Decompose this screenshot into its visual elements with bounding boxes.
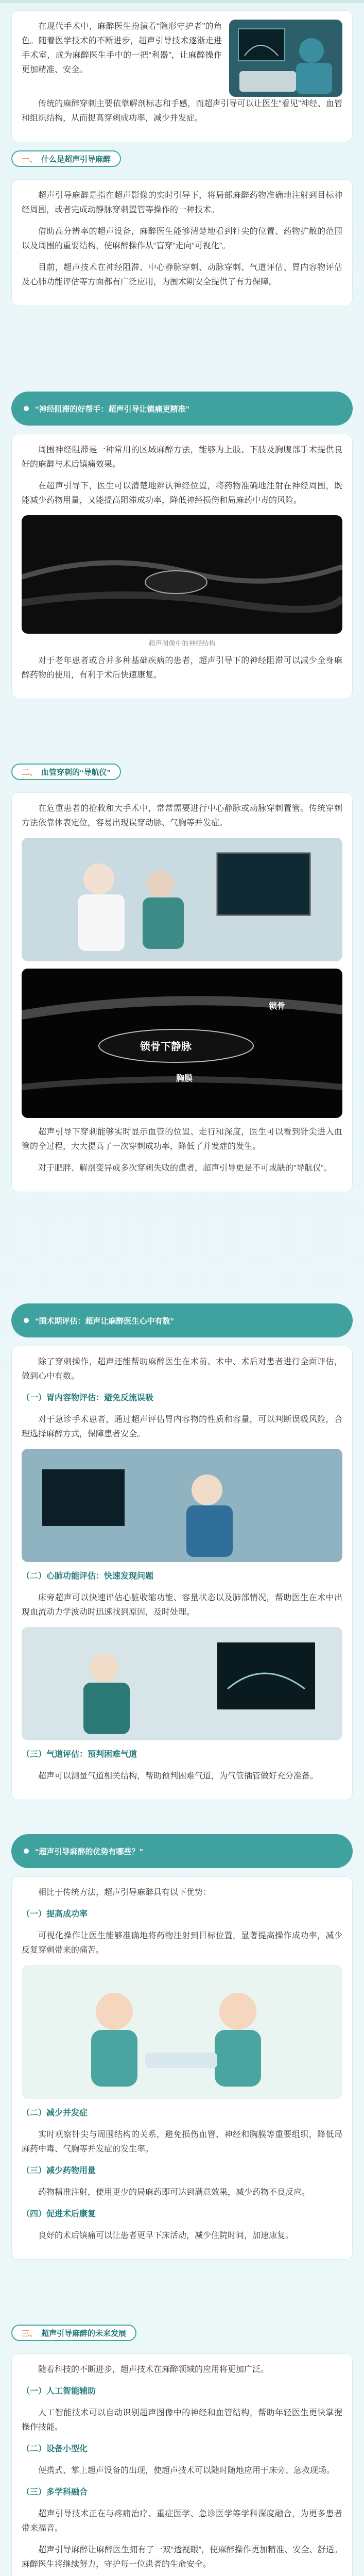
section-5-paragraph-2: 实时观察针尖与周围结构的关系，避免损伤血管、神经和胸膜等重要组织，降低局麻药中毒、气胸等并发症的发生率。	[22, 2130, 342, 2154]
label-clavicle: 锁骨	[269, 1002, 286, 1011]
section-3-tag	[11, 764, 121, 780]
section-1	[0, 144, 364, 306]
section-5-heading-2: （二）减少并发症	[22, 2109, 88, 2117]
intro-card-body	[11, 10, 353, 142]
section-1-card	[11, 179, 353, 306]
ultrasound-image-2	[22, 969, 342, 1118]
section-6-paragraph-2: 便携式、掌上超声设备的出现，使超声技术可以随时随地应用于床旁、急救现场。	[38, 2466, 335, 2475]
section-1-title: 什么是超声引导麻醉	[41, 155, 111, 164]
section-1-tag	[11, 150, 121, 167]
assessment-photo-1	[22, 1449, 342, 1562]
section-5-paragraph-3: 药物精准注射，使用更少的局麻药即可达到满意效果，减少药物不良反应。	[38, 2188, 310, 2197]
section-3-paragraph-2: 超声引导下穿刺能够实时显示血管的位置、走行和深度，医生可以看到针尖进入血管的全过程，大大提高了一次穿刺成功率，降低了并发症的发生。	[22, 1128, 342, 1151]
section-2	[0, 392, 364, 699]
banner-dot-icon	[24, 1849, 29, 1854]
section-6-title: 超声引导麻醉的未来发展	[41, 2329, 127, 2338]
procedure-photo	[22, 838, 342, 961]
section-6-heading-2: （二）设备小型化	[22, 2445, 88, 2453]
section-6-tag	[11, 2325, 136, 2341]
section-5	[0, 1834, 364, 2260]
section-2-card	[11, 434, 353, 699]
section-4-card	[11, 1346, 353, 1800]
label-subclavian-vein: 锁骨下静脉	[140, 1041, 192, 1053]
label-pleura: 胸膜	[176, 1074, 193, 1083]
section-3-card	[11, 792, 353, 1192]
banner-dot-icon	[24, 1318, 29, 1323]
section-6-card	[11, 2353, 353, 2576]
section-4-banner	[11, 1303, 353, 1337]
section-4	[0, 1303, 364, 1800]
section-2-paragraph-1: 周围神经阻滞是一种常用的区域麻醉方法，能够为上肢、下肢及胸腹部手术提供良好的麻醉与术后镇痛效果。	[22, 446, 342, 469]
section-5-banner	[11, 1834, 353, 1868]
ultrasound-caption: 超声图像中的神经结构	[148, 639, 216, 647]
section-4-heading-1: （一）胃内容物评估：避免反流误吸	[22, 1394, 154, 1402]
section-6-heading-3: （三）多学科融合	[22, 2488, 88, 2497]
section-6-heading-1: （一）人工智能辅助	[22, 2387, 96, 2396]
section-2-banner-text: “神经阻滞的好帮手：超声引导让镇痛更精准”	[35, 404, 190, 414]
section-5-paragraph-4: 良好的术后镇痛可以让患者更早下床活动，减少住院时间，加速康复。	[38, 2231, 294, 2240]
illustration-surgery	[22, 1965, 342, 2099]
assessment-photo-2	[22, 1627, 342, 1740]
section-4-heading-2: （二）心肺功能评估：快速发现问题	[22, 1572, 154, 1581]
section-1-number: 一、	[22, 155, 38, 164]
section-5-lead: 相比于传统方法，超声引导麻醉具有以下优势：	[38, 1888, 212, 1897]
section-4-paragraph-1: 对于急诊手术患者，通过超声评估胃内容物的性质和容量，可以判断误吸风险，合理选择麻醉方式，保障患者安全。	[22, 1415, 342, 1438]
section-5-paragraph-1: 可视化操作让医生能够准确地将药物注射到目标位置，显著提高操作成功率，减少反复穿刺带来的痛苦。	[22, 1931, 342, 1955]
section-6-lead: 随着科技的不断进步，超声技术在麻醉领域的应用将更加广泛。	[38, 2365, 269, 2374]
section-3-title: 血管穿刺的“导航仪”	[41, 768, 111, 777]
section-4-banner-text: “围术期评估：超声让麻醉医生心中有数”	[35, 1316, 175, 1326]
section-1-paragraph-1: 超声引导麻醉是指在超声影像的实时引导下，将局部麻醉药物准确地注射到目标神经周围，或者完成动静脉穿刺置管等操作的一种技术。	[22, 191, 342, 214]
section-1-paragraph-3: 目前，超声技术在神经阻滞、中心静脉穿刺、动脉穿刺、气道评估、胃内容物评估及心肺功能评估等方面都有广泛应用，为围术期安全提供了有力保障。	[22, 263, 342, 286]
section-5-heading-1: （一）提高成功率	[22, 1910, 88, 1919]
section-6	[0, 2318, 364, 2576]
section-3	[0, 757, 364, 1192]
section-5-heading-4: （四）促进术后康复	[22, 2210, 96, 2218]
section-4-heading-3: （三）气道评估：预判困难气道	[22, 1750, 137, 1759]
section-5-heading-3: （三）减少药物用量	[22, 2166, 96, 2175]
top-bar	[0, 0, 364, 3]
hero-photo	[229, 20, 342, 97]
intro-card	[11, 10, 353, 142]
section-4-paragraph-2: 床旁超声可以快速评估心脏收缩功能、容量状态以及肺部情况，帮助医生在术中出现血流动力学波动时迅速找到原因，及时处理。	[22, 1594, 342, 1617]
section-5-banner-text: “超声引导麻醉的优势有哪些？”	[35, 1847, 144, 1856]
section-2-banner	[11, 392, 353, 426]
section-5-card	[11, 1876, 353, 2260]
section-4-lead: 除了穿刺操作，超声还能帮助麻醉医生在术前、术中、术后对患者进行全面评估，做到心中有数。	[22, 1358, 342, 1381]
intro-paragraph-2: 传统的麻醉穿刺主要依靠解剖标志和手感，而超声引导可以让医生“看见”神经、血管和组织结构，从而提高穿刺成功率，减少并发症。	[22, 99, 342, 123]
intro-paragraph-1: 在现代手术中，麻醉医生扮演着“隐形守护者”的角色。随着医学技术的不断进步，超声引导技术逐渐走进手术室，成为麻醉医生手中的一把“利器”，让麻醉操作更加精准、安全。	[22, 22, 222, 74]
section-3-number: 二、	[22, 768, 38, 777]
ultrasound-image-1	[22, 515, 342, 634]
banner-dot-icon	[24, 406, 29, 411]
section-6-closing: 超声引导麻醉让麻醉医生拥有了一双“透视眼”，使麻醉操作更加精准、安全、舒适。麻醉医生将继续努力，守护每一位患者的生命安全。	[22, 2546, 342, 2569]
section-4-paragraph-3: 超声可以测量气道相关结构，帮助预判困难气道，为气管插管做好充分准备。	[38, 1772, 319, 1781]
section-6-paragraph-3: 超声引导技术正在与疼痛治疗、重症医学、急诊医学等学科深度融合，为更多患者带来福音。	[22, 2510, 342, 2533]
section-1-head	[11, 144, 353, 172]
section-3-paragraph-3: 对于肥胖、解剖变异或多次穿刺失败的患者，超声引导更是不可或缺的“导航仪”。	[38, 1164, 332, 1173]
section-6-number: 三、	[22, 2329, 38, 2338]
section-1-paragraph-2: 借助高分辨率的超声设备，麻醉医生能够清楚地看到针尖的位置、药物扩散的范围以及周围的重要结构，使麻醉操作从“盲穿”走向“可视化”。	[22, 227, 342, 250]
section-2-paragraph-3: 对于老年患者或合并多种基础疾病的患者，超声引导下的神经阻滞可以减少全身麻醉药物的使用，有利于术后快速康复。	[22, 656, 342, 680]
section-3-head	[11, 757, 353, 785]
section-3-paragraph-1: 在危重患者的抢救和大手术中，常常需要进行中心静脉或动脉穿刺置管。传统穿刺方法依靠体表定位，容易出现误穿动脉、气胸等并发症。	[22, 804, 342, 827]
section-6-head	[11, 2318, 353, 2346]
section-2-paragraph-2: 在超声引导下，医生可以清楚地辨认神经位置，将药物准确地注射在神经周围，既能减少药物用量，又能提高阻滞成功率，降低神经损伤和局麻药中毒的风险。	[22, 482, 342, 505]
section-6-paragraph-1: 人工智能技术可以自动识别超声图像中的神经和血管结构，帮助年轻医生更快掌握操作技能。	[22, 2409, 342, 2432]
